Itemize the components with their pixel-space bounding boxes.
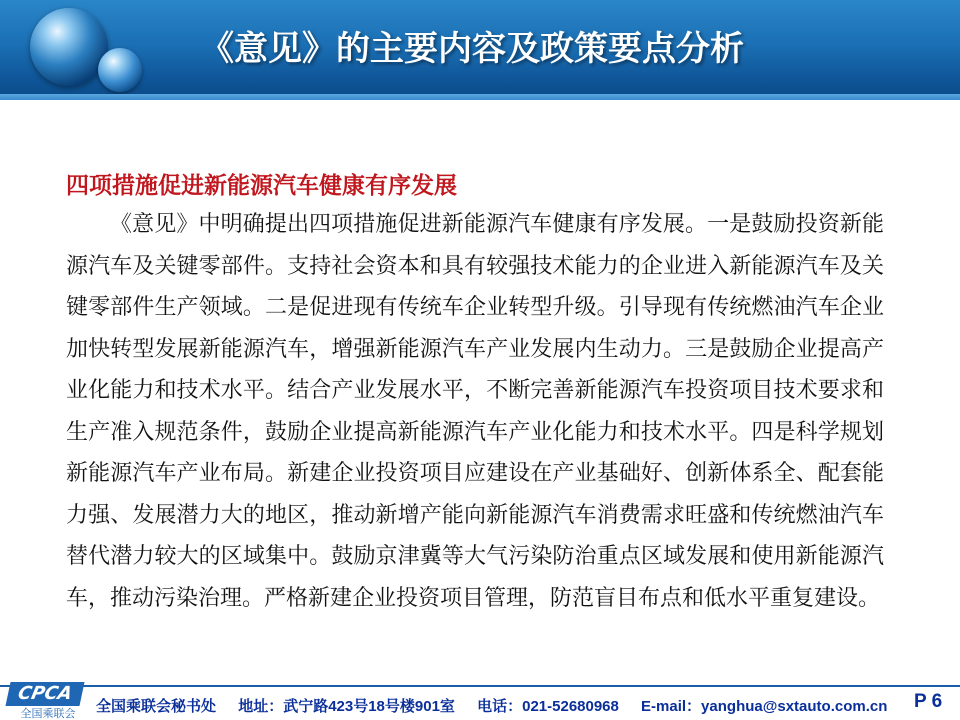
page-number: P 6: [914, 691, 943, 712]
logo-text: 全国乘联会: [20, 707, 76, 720]
slide-title: 《意见》的主要内容及政策要点分析: [200, 29, 744, 69]
decorative-sphere-large: [30, 8, 108, 86]
section-heading: 四项措施促进新能源汽车健康有序发展: [66, 172, 457, 199]
header-banner: [0, 0, 960, 100]
footer-phone: 电话：021-52680968: [477, 698, 619, 715]
cpca-logo: [4, 680, 90, 720]
footer-email: E-mail：yanghua@sxtauto.com.cn: [641, 698, 888, 715]
body-paragraph: 《意见》中明确提出四项措施促进新能源汽车健康有序发展。一是鼓励投资新能源汽车及关键零部件。支持社会资本和具有较强技术能力的企业进入新能源汽车及关键零部件生产领域。二是促进现有传统车企业转型升级。引导现有传统燃油汽车企业加快转型发展新能源汽车，增强新能源汽车产业发展内生动力。三是鼓励企业提高产业化能力和技术水平。结合产业发展水平，不断完善新能源汽车投资项目技术要求和生产准入规范条件，鼓励企业提高新能源汽车产业化能力和技术水平。四是科学规划新能源汽车产业布局。新建企业投资项目应建设在产业基础好、创新体系全、配套能力强、发展潜力大的地区，推动新增产能向新能源汽车消费需求旺盛和传统燃油汽车替代潜力较大的区域集中。鼓励京津冀等大气污染防治重点区域发展和使用新能源汽车，推动污染治理。严格新建企业投资项目管理，防范盲目布点和低水平重复建设。: [66, 212, 884, 611]
footer-org: 全国乘联会秘书处: [96, 698, 217, 715]
footer-contact: [96, 697, 888, 717]
decorative-sphere-small: [98, 48, 142, 92]
footer-divider: [0, 685, 960, 687]
footer-address: 地址：武宁路423号18号楼901室: [238, 698, 455, 715]
logo-mark: CPCA: [5, 682, 84, 706]
